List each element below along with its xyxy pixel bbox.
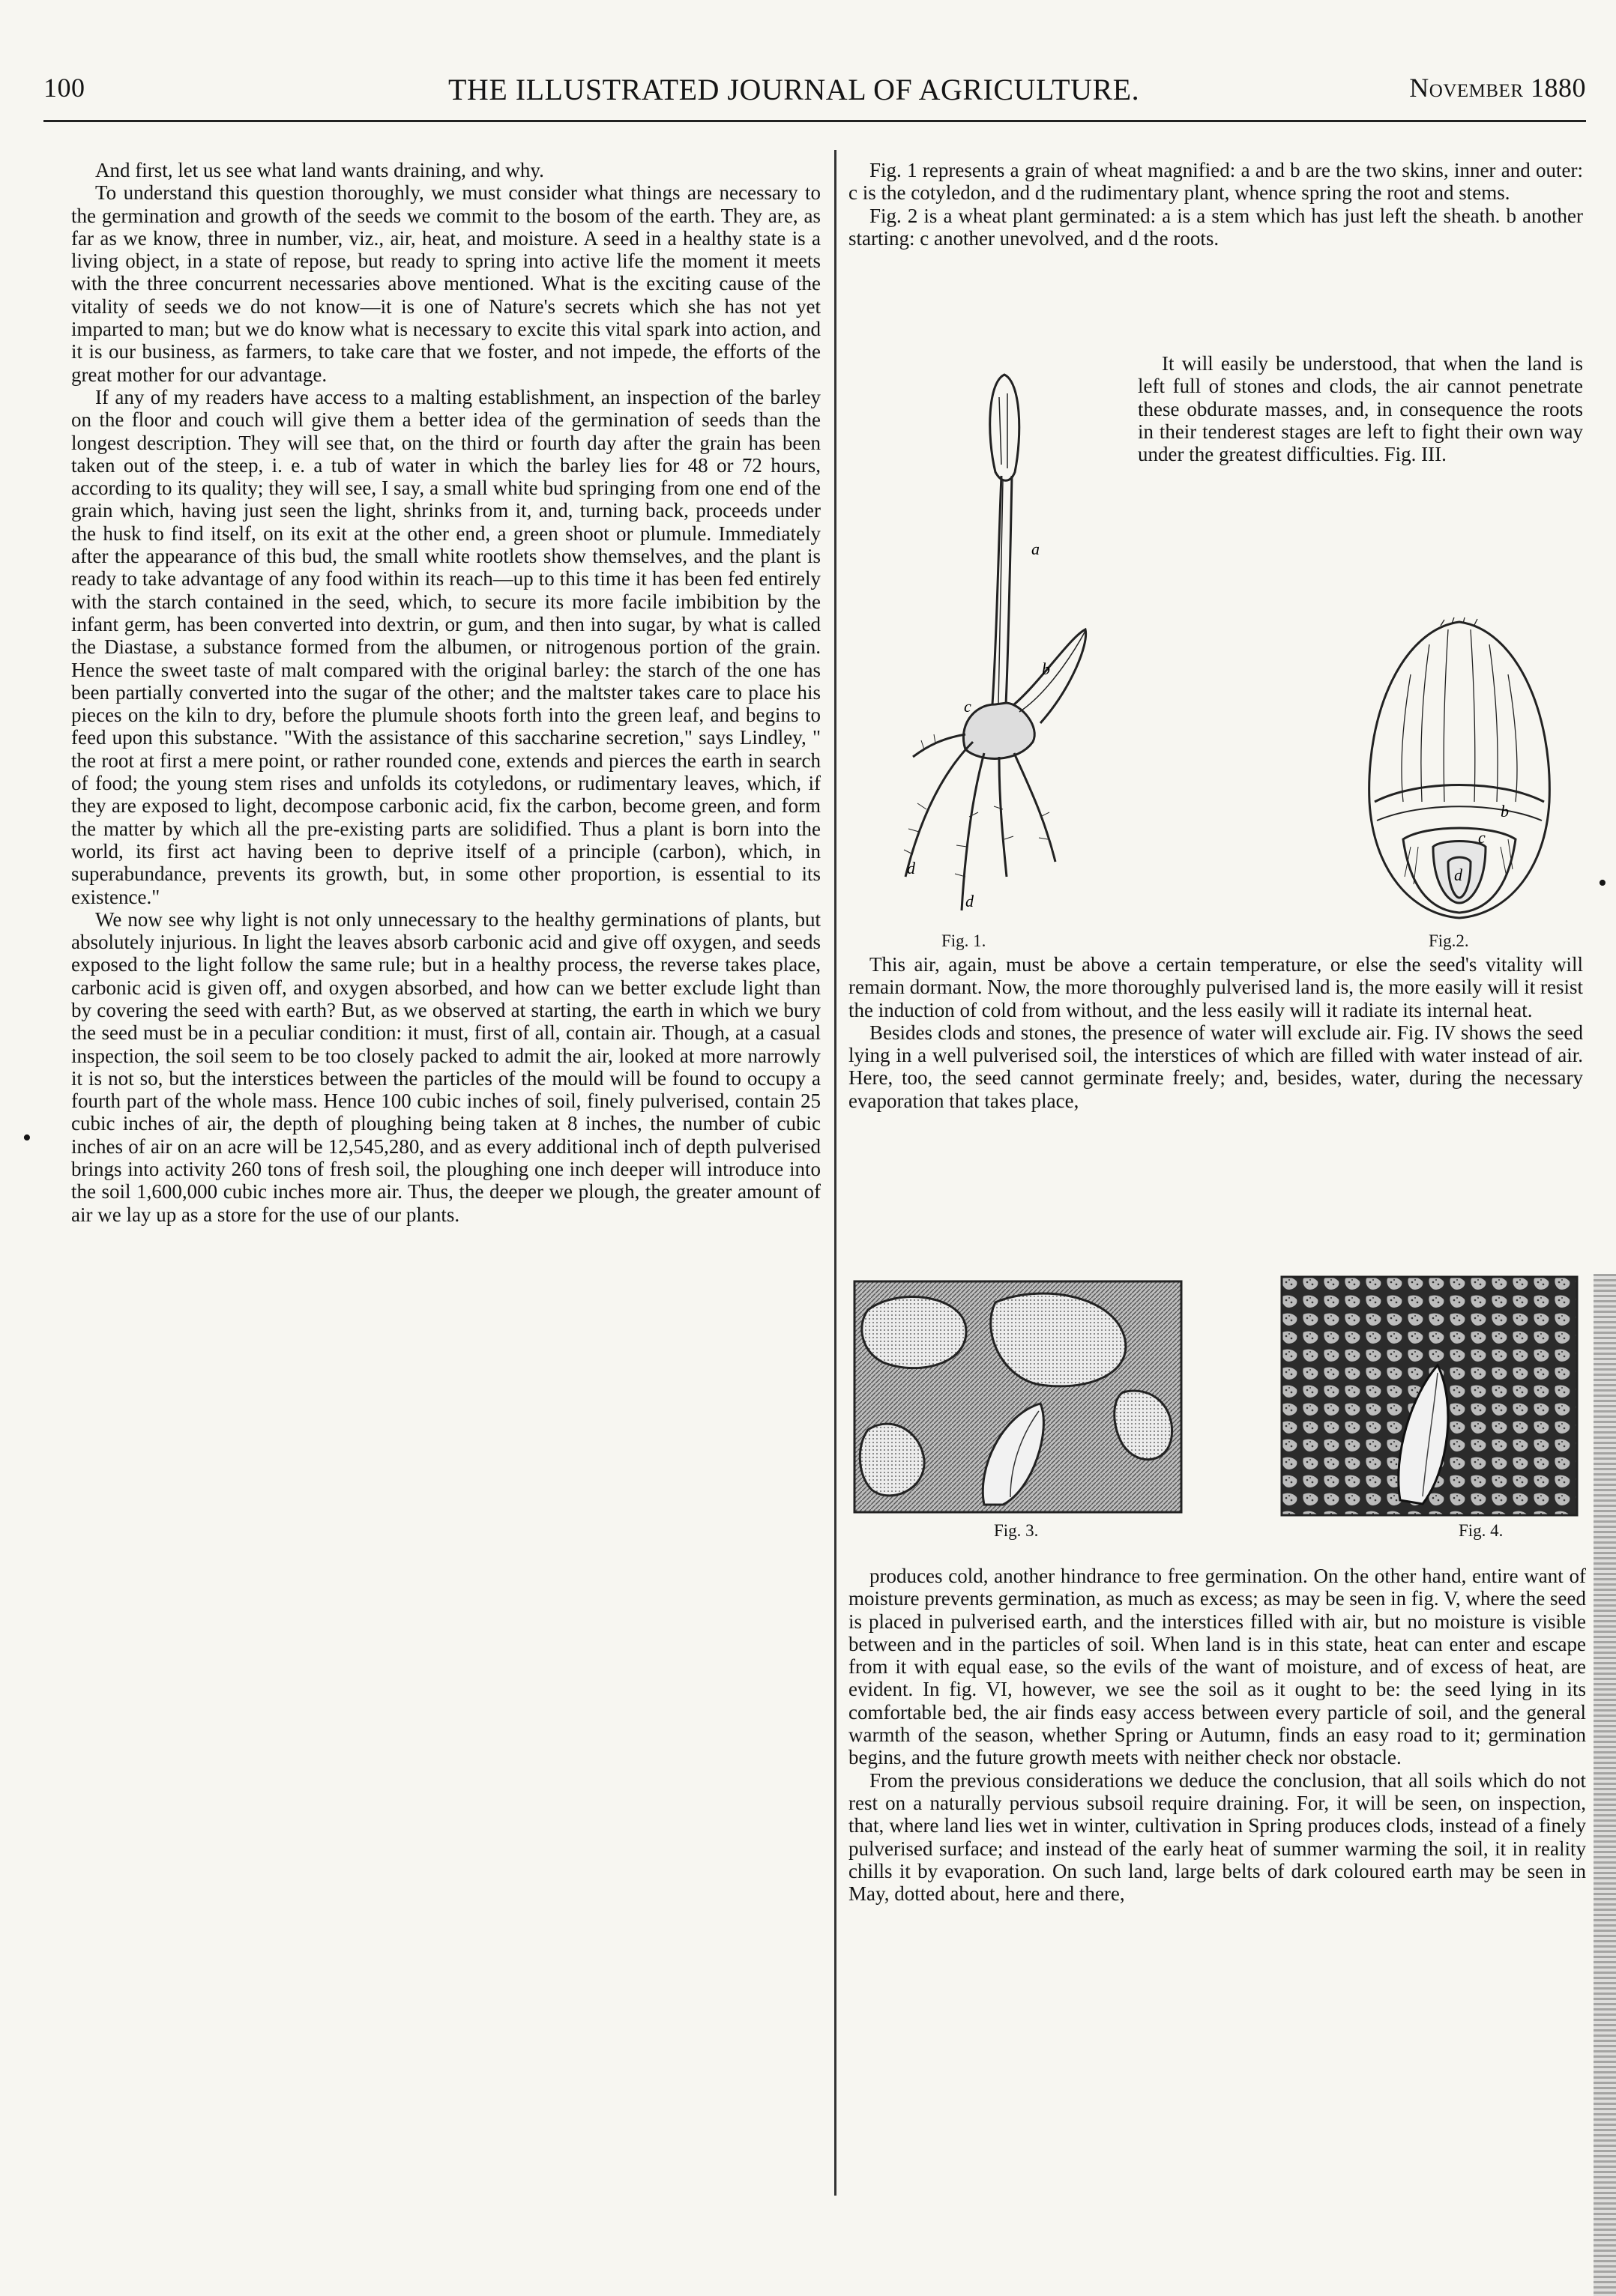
right-column-bottom (848, 1565, 1586, 1905)
margin-mark: • (22, 1124, 31, 1152)
right-column-side-text (1138, 352, 1583, 465)
margin-mark: • (1598, 869, 1607, 897)
fig2-label-d: d (1454, 865, 1462, 884)
page-header (43, 72, 1586, 117)
paragraph: It will easily be understood, that when the land is left full of stones and clods, the air cannot penetrate these obdurate masses, and, in consequence the roots in their tenderest stages are left to fight their own way under the greatest difficulties. Fig. III. (1138, 352, 1583, 466)
figure-2-drawing (1358, 614, 1561, 929)
figure-3-drawing (853, 1280, 1183, 1514)
figure-1-caption: Fig. 1. (941, 931, 986, 950)
column-divider (834, 150, 836, 2196)
left-column (71, 159, 821, 1226)
header-rule (43, 120, 1586, 122)
paragraph: If any of my readers have access to a malting establishment, an inspection of the barley on the floor and couch will give them a better idea of the germination of seeds than the longest description. They will see that, on the third or fourth day after the grain has been taken out of the steep, i. e. a tub of water in which the barley lies for 48 or 72 hours, according to its quality; they will see, I say, a small white bud springing from one end of the grain which, having just seen the light, shrinks from it, and, turning back, proceeds under the husk to find itself, on its exit at the other end, a green shoot or plumule. Immediately after the appearance of this bud, the small white rootlets show themselves, and the plant is ready to take advantage of any food within its reach—up to this time it has been fed entirely with the starch contained in the seed, which, to secure its more facile imbibition by the infant germ, has been converted into dextrin, or gum, and then into sugar, by what is called the Diastase, a substance formed from the albumen, or nitrogenous portion of the grain. Hence the sweet taste of malt compared with the original barley: the starch of the one has been partially converted into the sugar of the other; and the maltster takes care to place his pieces on the kiln to dry, before the plumule shoots forth into the green leaf, and begins to feed upon this substance. "With the assistance of this saccharine secretion," says Lindley, " the root at first a mere point, or rather rounded cone, extends and pierces the earth in search of food; the young stem rises and unfolds its cotyledons, or rudimentary leaves, which, if they are exposed to light, decompose carbonic acid, fix the carbon, become green, and form the matter by which all the pre-existing parts are solidified. Thus a plant is born into the world, its first act having been to deprive itself of a principle (carbon), which, in superabundance, prevents its growth, but, in some other proportion, is essential to its existence." (71, 385, 821, 908)
page-number: 100 (43, 73, 85, 103)
figure-1-wheat-plant (860, 352, 1108, 937)
journal-title: THE ILLUSTRATED JOURNAL OF AGRICULTURE. (448, 73, 1140, 106)
issue-date: November 1880 (1409, 73, 1586, 103)
paragraph: To understand this question thoroughly, we must consider what things are necessary to the germination and growth of the seeds we commit to the bosom of the earth. They are, as far as we know, three in number, viz., air, heat, and moisture. A seed in a healthy state is a living object, in a state of repose, but ready to spring into active life the moment it meets with the three concurrent necessaries above mentioned. What is the exciting cause of the vitality of seeds we do not know—it is one of Nature's secrets which she has not yet imparted to man; but we do know what is necessary to excite this vital spark into action, and it is our business, as farmers, to take care that we foster, and not impede, the efforts of the great mother for our advantage. (71, 181, 821, 386)
fig1-label-b: b (1042, 659, 1050, 678)
figure-3-clods-and-stones (853, 1280, 1183, 1514)
figure-4-waterlogged-soil (1280, 1275, 1579, 1517)
figure-3-caption: Fig. 3. (994, 1521, 1039, 1540)
fig1-label-d: d (907, 859, 915, 877)
paragraph: This air, again, must be above a certain temperature, or else the seed's vitality will remain dormant. Now, the more thoroughly pulverised land is, the more easily will it resist the induction of cold from without, and the less easily will it radiate its internal heat. (848, 953, 1583, 1021)
paragraph: Besides clods and stones, the presence of water will exclude air. Fig. IV shows the seed lying in a well pulverised soil, the interstices of which are filled with water instead of air. Here, too, the seed cannot germinate freely; and, besides, water, during the necessary evaporation that takes place, (848, 1021, 1583, 1112)
paragraph: We now see why light is not only unnecessary to the healthy germinations of plants, but absolutely injurious. In light the leaves absorb carbonic acid and give off oxygen, and seeds exposed to the light follow the same rule; but in a healthy process, the reverse takes place, carbonic acid is given off, and oxygen absorbed, and how can we better exclude light than by covering the seed with earth? But, as we observed at starting, the earth in which we bury the seed must be in a peculiar condition: it must, first of all, contain air. Though, at a casual inspection, the soil seem to be too closely packed to admit the air, looked at more narrowly it is not so, but the interstices between the particles of the mould will be found to occupy a fourth part of the whole mass. Hence 100 cubic inches of soil, finely pulverised, contain 25 cubic inches of air, the depth of ploughing being taken at 8 inches, the number of cubic inches of air on an acre will be 12,545,280, and as every additional inch of depth pulverised brings into activity 260 tons of fresh soil, the ploughing one inch deeper will introduce into the soil 1,600,000 cubic inches more air. Thus, the deeper we plough, the greater amount of air we lay up as a store for the use of our plants. (71, 907, 821, 1226)
fig1-label-c: c (964, 697, 971, 716)
figure-4-drawing (1280, 1275, 1579, 1517)
paragraph: Fig. 2 is a wheat plant germinated: a is a stem which has just left the sheath. b another starting: c another unevolved, and d the roots. (848, 204, 1583, 250)
figure-1-drawing (860, 352, 1108, 937)
paragraph: Fig. 1 represents a grain of wheat magnified: a and b are the two skins, inner and outer: c is the cotyledon, and d the rudimentary plant, whence spring the root and stems. (848, 159, 1583, 205)
paragraph: From the previous considerations we deduce the conclusion, that all soils which do not rest on a naturally pervious subsoil require draining. For, it will be seen, on inspection, that, where land lies wet in winter, cultivation in Spring produces clods, instead of a finely pulverised surface; and instead of the early heat of summer warming the soil, it in reality chills it by evaporation. On such land, large belts of dark coloured earth may be seen in May, dotted about, here and there, (848, 1768, 1586, 1906)
fig2-label-c: c (1478, 828, 1486, 847)
figure-4-caption: Fig. 4. (1459, 1521, 1504, 1540)
figure-2-wheat-grain (1358, 614, 1561, 929)
fig1-label-d2: d (965, 892, 974, 910)
right-column-top (848, 159, 1583, 250)
figure-2-caption: Fig.2. (1429, 931, 1469, 950)
page-edge-shading (1594, 1274, 1616, 2296)
fig1-label-a: a (1031, 540, 1040, 558)
fig2-label-b: b (1501, 802, 1509, 821)
paragraph: And first, let us see what land wants draining, and why. (95, 159, 544, 181)
paragraph: produces cold, another hindrance to free germination. On the other hand, entire want of moisture prevents germination, as much as excess; as may be seen in fig. V, where the seed is placed in pulverised earth, and the interstices filled with air, but no moisture is visible between and in the particles of soil. When land is in this state, heat can enter and escape from it with equal ease, so the evils of the want of moisture, and of excess of heat, are evident. In fig. VI, however, we see the soil as it ought to be: the seed lying in its comfortable bed, the air finds easy access between every particle of soil, and the general warmth of the season, whether Spring or Autumn, finds an easy road to it; germination begins, and the future growth meets with neither check nor obstacle. (848, 1565, 1586, 1769)
right-column-middle (848, 953, 1583, 1112)
